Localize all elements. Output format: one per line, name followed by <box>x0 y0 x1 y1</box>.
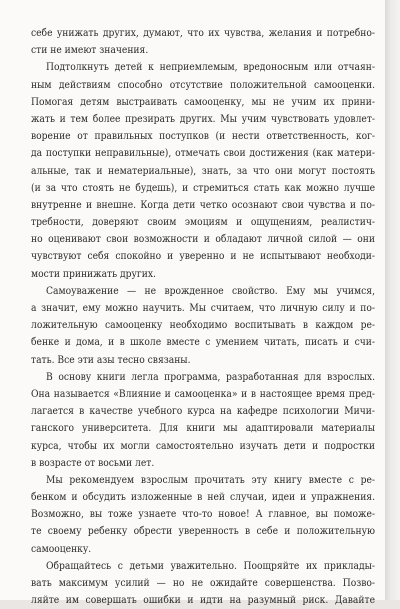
text-line: курса, чтобы их могли самостоятельно изучать дети и подростки <box>31 440 375 452</box>
text-line: (и за что стоять не будешь), и стремиться стать как можно лучше <box>31 182 375 194</box>
text-line: в возрасте от восьми лет. <box>31 457 155 469</box>
text-line: Обращайтесь с детьми уважительно. Поощряйте их приклады- <box>46 560 375 572</box>
text-line: ляйте им совершать ошибки и идти на разумный риск. Давайте <box>31 595 375 607</box>
page-body-text <box>31 25 375 609</box>
text-line: сти не имеют значения. <box>31 45 149 57</box>
text-line: альные, так и нематериальные), знать, за что они могут постоять <box>31 165 375 177</box>
text-line: жать и тем более презирать других. Мы учим чувствовать удовлет- <box>31 113 375 125</box>
page-edge-shadow <box>385 0 400 600</box>
text-line: а значит, ему можно научить. Мы считаем, что личную силу и по- <box>31 303 375 314</box>
text-line: Помогая детям выстраивать самооценку, мы не учим их прини- <box>31 96 375 108</box>
text-line: но оценивают свои возможности и обладают личной силой — они <box>31 234 375 246</box>
text-line: Мы рекомендуем взрослым прочитать эту книгу вместе с ре- <box>46 474 375 486</box>
text-line: ворение от правильных поступков (и нести ответственность, ког- <box>31 131 375 143</box>
text-line: себе унижать других, думают, что их чувства, желания и потребно- <box>31 28 375 39</box>
text-line: требности, доверяют своим эмоциям и ощущениям, реалистич- <box>31 217 375 229</box>
text-line: Подтолкнуть детей к неприемлемым, вредоносным или отчаян- <box>46 62 375 74</box>
text-line: вать максимум усилий — но не ожидайте совершенства. Позво- <box>31 578 375 589</box>
text-line: чувствуют себя спокойно и уверенно и не испытывают необходи- <box>31 251 375 263</box>
paragraph <box>31 25 375 59</box>
text-line: В основу книги легла программа, разработанная для взрослых. <box>46 371 375 383</box>
paragraph <box>31 59 375 282</box>
text-line: Самоуважение — не врожденное свойство. Ему мы учимся, <box>46 285 375 297</box>
paragraph <box>31 472 375 558</box>
paragraph <box>31 369 375 472</box>
text-line: Возможно, вы тоже узнаете что-то новое! А главное, вы поможе- <box>31 509 375 521</box>
paragraph <box>31 283 375 369</box>
text-line: да поступки неправильные), отмечать свои достижения (как матери- <box>31 148 375 160</box>
text-line: мости принижать других. <box>31 268 156 280</box>
text-line: бенке и дома, и в школе вместе с умением читать, писать и счи- <box>31 337 375 349</box>
text-line: ным действиям способно отсутствие положительной самооценки. <box>31 79 375 91</box>
text-line: лагается в качестве учебного курса на кафедре психологии Мичи- <box>31 406 375 418</box>
paragraph <box>31 558 375 609</box>
text-line: внутренне и внешне. Когда дети четко осознают свои чувства и по- <box>31 199 375 211</box>
text-line: те своему ребенку обрести уверенность в себе и положительную <box>31 526 375 538</box>
text-line: ганского университета. Для книги мы адаптировали материалы <box>31 423 375 435</box>
text-line: самооценку. <box>31 543 92 555</box>
text-line: бенком и обсудить изложенные в ней случаи, идеи и упражнения. <box>31 492 375 504</box>
text-line: Она называется «Влияние и самооценка» и в настоящее время пред- <box>31 388 375 400</box>
text-line: ложительную самооценку необходимо воспитывать в каждом ре- <box>31 320 375 332</box>
text-line: тать. Все эти азы тесно связаны. <box>31 354 191 366</box>
